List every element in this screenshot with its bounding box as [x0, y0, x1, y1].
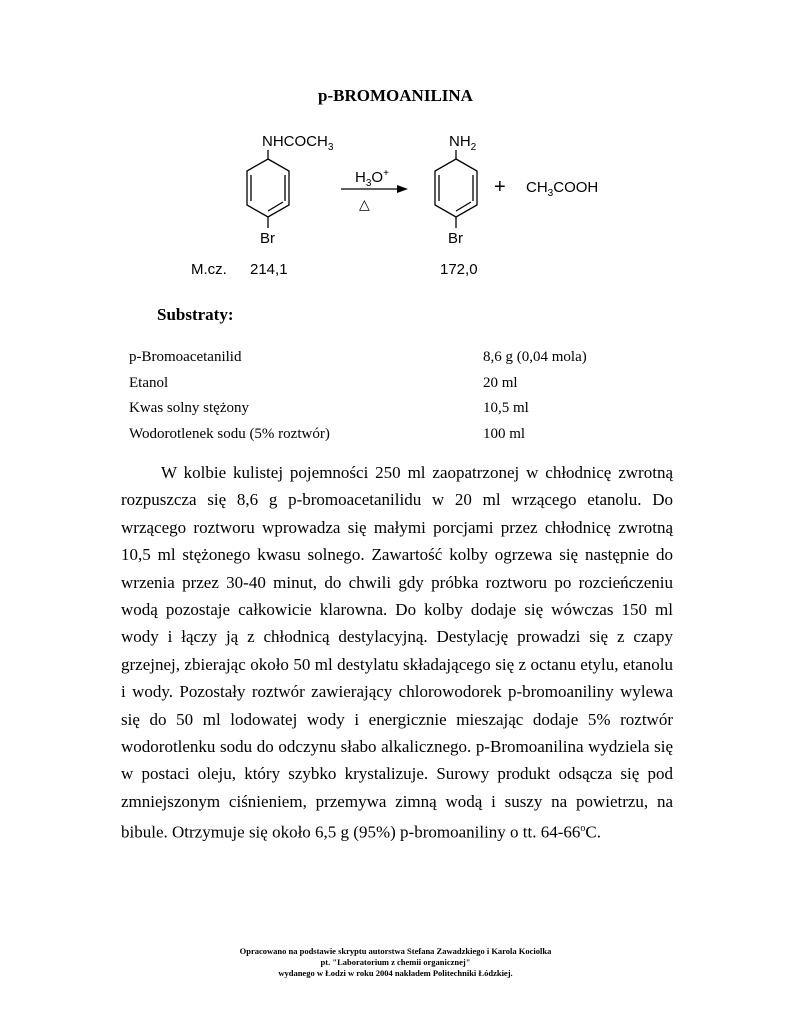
footer-line: Opracowano na podstawie skryptu autorstwa Stefana Zawadzkiego i Karola Kociolka [239, 946, 552, 956]
reagent-amount: 20 ml [483, 374, 518, 391]
byproduct-label: $CH_3COOH$ [526, 179, 599, 199]
molar-mass-label: M.cz. [191, 261, 227, 278]
reagent-row [129, 400, 689, 426]
reagent-row [129, 426, 689, 452]
reagent-row [129, 349, 689, 375]
product-br-label: Br [448, 230, 463, 247]
plus-sign: + [494, 176, 506, 198]
reagent-name: Wodorotlenek sodu (5% roztwór) [129, 425, 330, 442]
reactant-benzene-ring [247, 159, 289, 217]
reaction-scheme [0, 0, 791, 290]
molar-mass-product: 172,0 [440, 261, 478, 278]
reagent-name: Kwas solny stężony [129, 400, 249, 416]
procedure-text [121, 459, 673, 846]
reagent-amount: 8,6 g (0,04 mola) [483, 349, 587, 365]
procedure-body: W kolbie kulistej pojemności 250 ml zaopatrzonej w chłodnicę zwrotną rozpuszcza się 8,6 g p-bromoacetanilidu w 20 ml wrzącego etanolu. Do wrzącego roztworu wprowadza się małymi porcjami przez chłodnicę zwrotną 10,5 ml stężonego kwasu solnego. Zawartość kolby ogrzewa się następnie do wrzenia przez 30-40 minut, do chwili gdy próbka roztworu po rozcieńczeniu wodą pozostaje całkowicie klarowna. Do kolby dodaje się wówczas 150 ml wody i łączy ją z chłodnicą destylacyjną. Destylację prowadzi się z czapy grzejnej, zbierając około 50 ml destylatu składającego się z octanu etylu, etanolu i wody. Pozostały roztwór zawierający chlorowodorek p-bromoaniliny wylewa się do 50 ml lodowatej wody i energicznie mieszając dodaje 5% roztwór wodorotlenku sodu do odczynu słabo alkalicznego. p-Bromoanilina wydziela się w postaci oleju, który szybko krystalizuje. Surowy produkt odsącza się pod zmniejszonym ciśnieniem, przemywa zimną wodą i suszy na powietrzu, na bibule. Otrzymuje się około 6,5 g (95%) p-bromoaniliny o tt. 64-66 [121, 463, 673, 842]
reagent-name: Etanol [129, 374, 169, 391]
reagent-amount: 10,5 ml [483, 400, 529, 416]
substrates-heading: Substraty: [157, 305, 234, 324]
reagent-row [129, 375, 689, 401]
page-title: p-BROMOANILINA [318, 86, 473, 105]
reactant-br-label: Br [260, 230, 275, 247]
product-benzene-ring [435, 159, 477, 217]
footer-line: wydanego w Łodzi w roku 2004 nakładem Politechniki Łódzkiej. [278, 968, 513, 978]
footer-line: pt. "Laboratorium z chemii organicznej" [320, 957, 471, 967]
reagents-table [129, 349, 689, 451]
reagent-name: p-Bromoacetanilid [129, 349, 242, 365]
molar-mass-reactant: 214,1 [250, 261, 288, 278]
reagent-label: $H_3O^+$ [355, 168, 389, 189]
degree-symbol: o [580, 823, 586, 835]
procedure-unit: C. [585, 822, 601, 842]
reactant-group-label: $NHCOCH_3$ [262, 133, 334, 153]
product-group-label: $NH_2$ [449, 133, 477, 153]
reagent-amount: 100 ml [483, 425, 526, 442]
heat-symbol: △ [359, 196, 370, 212]
footer-credits [0, 946, 791, 979]
